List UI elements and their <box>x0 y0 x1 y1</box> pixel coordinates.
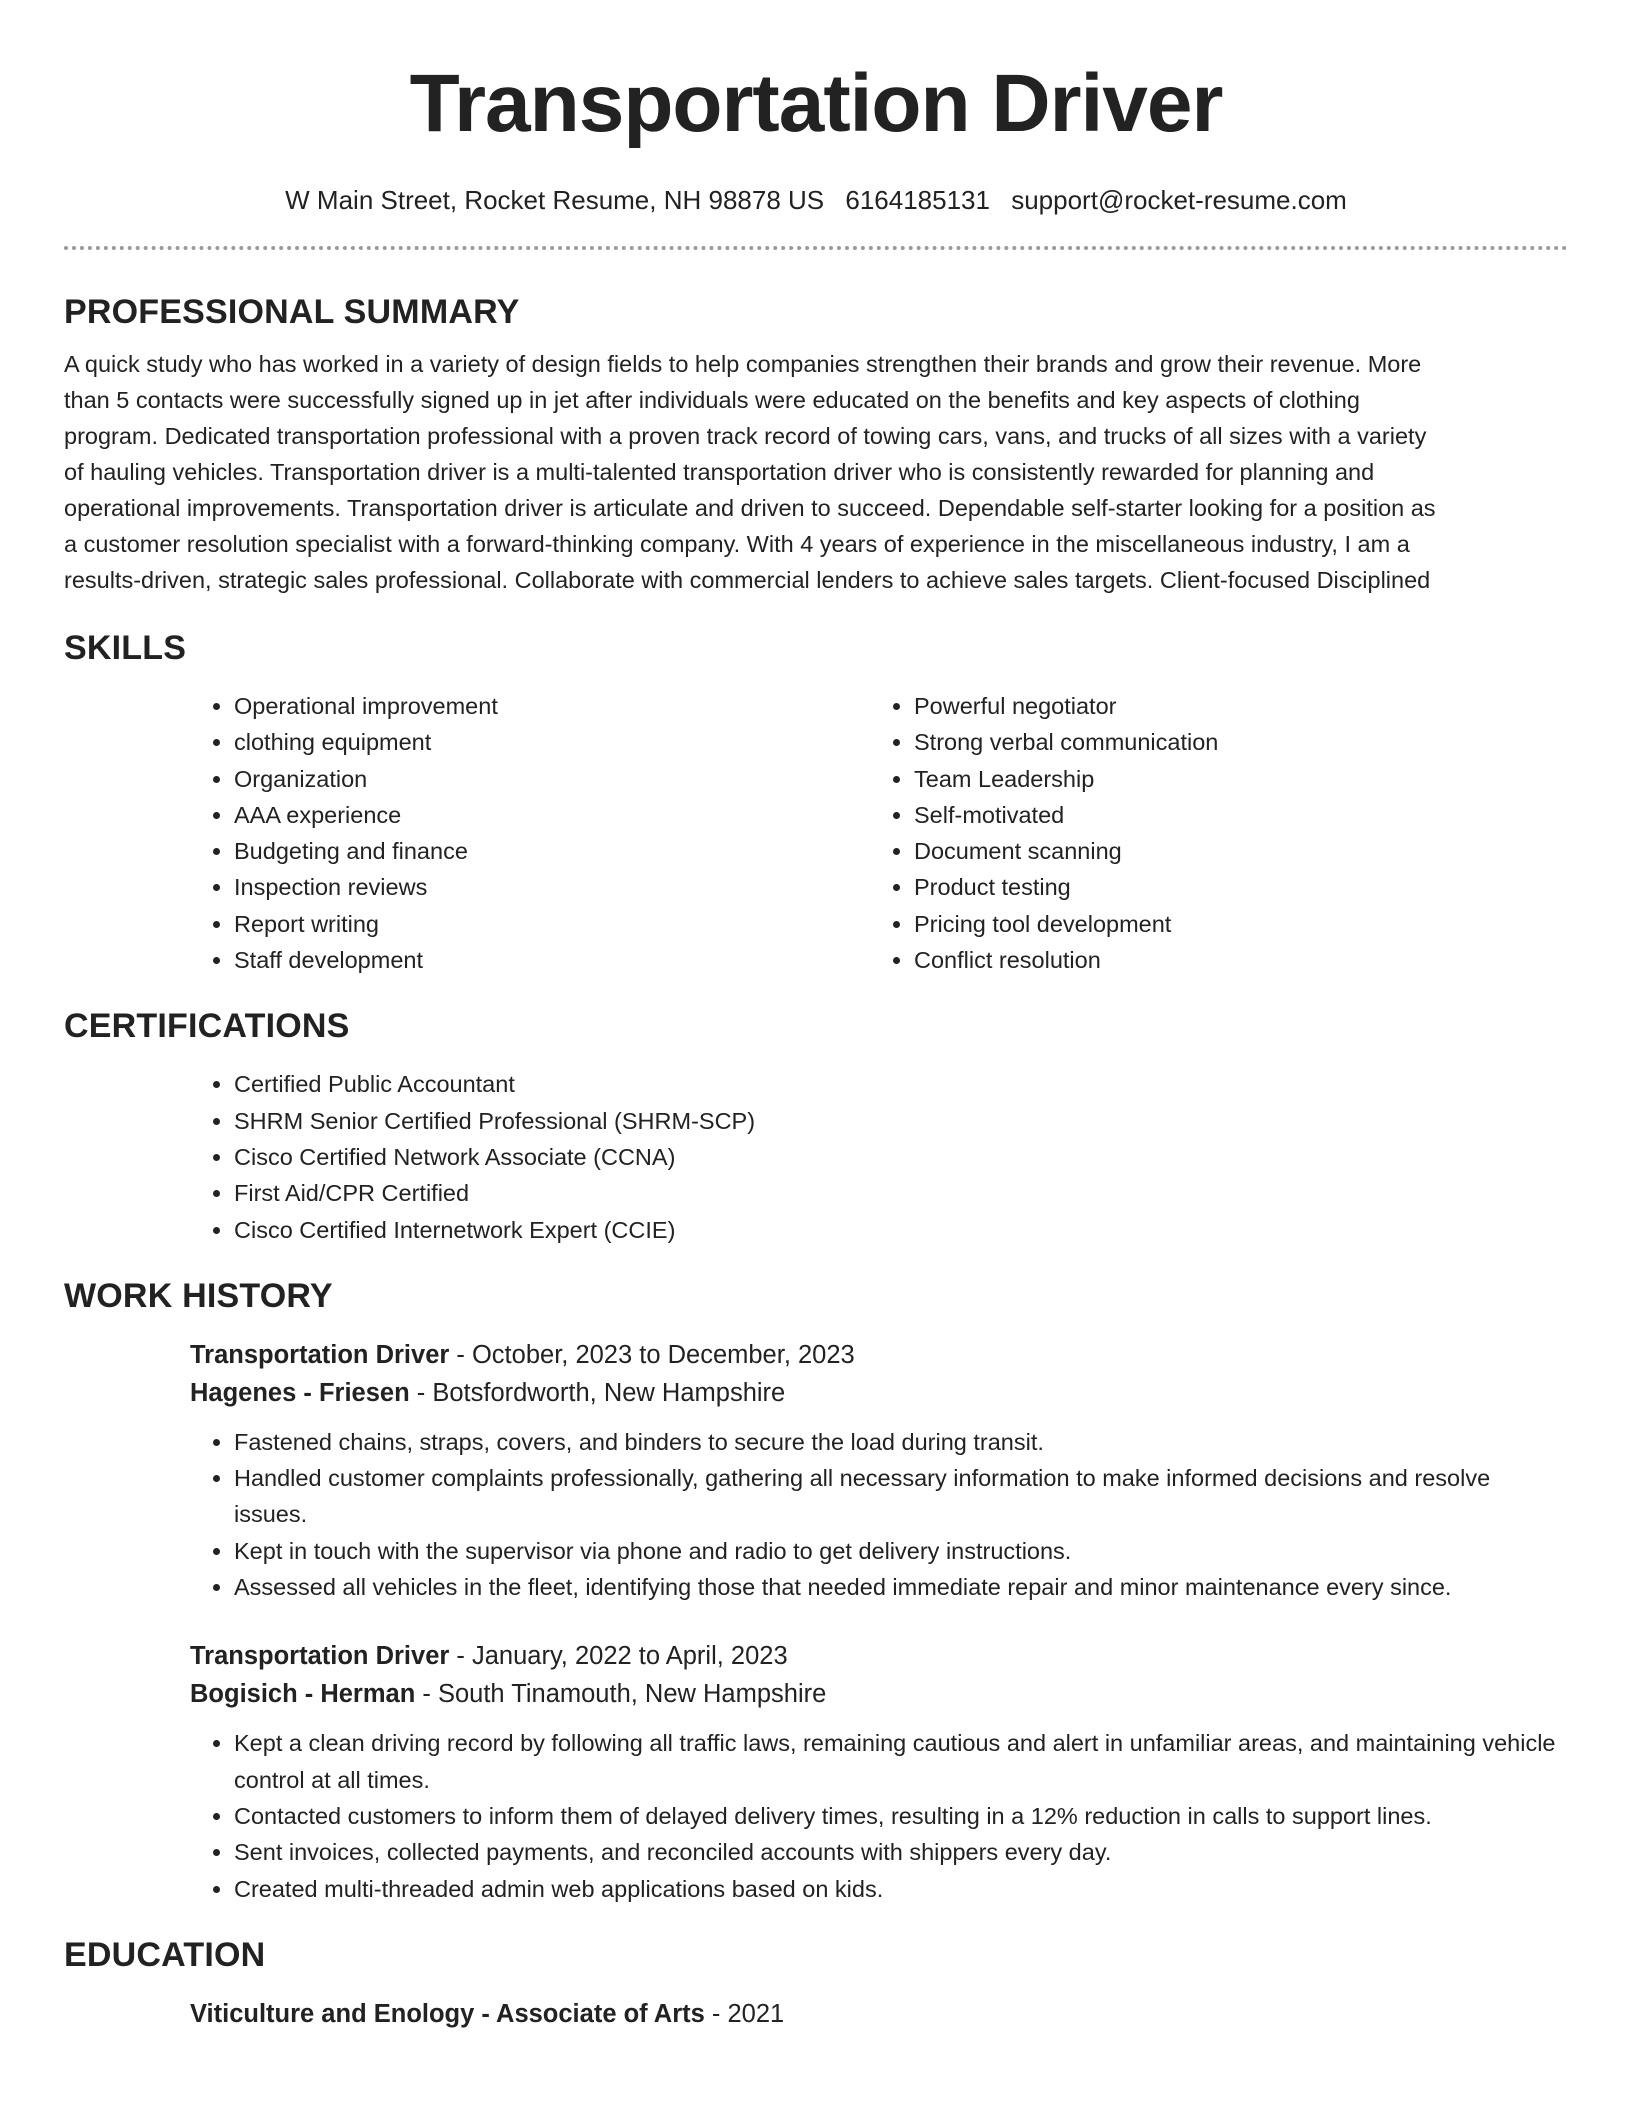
contact-email: support@rocket-resume.com <box>1011 185 1347 215</box>
job-location: - Botsfordworth, New Hampshire <box>409 1378 786 1407</box>
job-location: - South Tinamouth, New Hampshire <box>415 1680 827 1709</box>
skill-item: • Document scanning <box>914 833 1550 869</box>
summary-text: A quick study who has worked in a variety of design fields to help companies strengthen their brands and grow their revenue. More than 5 contacts were successfully signed up in jet after individuals were educated on the benefits and key aspects of clothing program. Dedicated transportation professional with a proven track record of towing cars, vans, and trucks of all sizes with a variety of hauling vehicles. Transportation driver is a multi-talented transportation driver who is consistently rewarded for planning and operational improvements. Transportation driver is articulate and driven to succeed. Dependable self-starter looking for a position as a customer resolution specialist with a forward-thinking company. With 4 years of experience in the miscellaneous industry, I am a results-driven, strategic sales professional. Collaborate with commercial lenders to achieve sales targets. Client-focused Disciplined <box>64 351 1436 593</box>
skill-item: • Inspection reviews <box>234 869 870 905</box>
contact-line <box>64 184 1568 216</box>
skill-item: • Product testing <box>914 869 1550 905</box>
certification-item: • Certified Public Accountant <box>234 1066 1568 1102</box>
job-company-line <box>190 1374 1568 1412</box>
skills-column-right <box>870 688 1550 978</box>
job-title-line <box>190 1336 1568 1374</box>
education-year: - 2021 <box>704 1999 785 2028</box>
job-bullet: • Assessed all vehicles in the fleet, identifying those that needed immediate repair and minor maintenance every since. <box>234 1569 1568 1605</box>
job-title: Transportation Driver <box>190 1340 450 1369</box>
education-heading: EDUCATION <box>64 1935 266 1974</box>
skill-item: • Team Leadership <box>914 761 1550 797</box>
skills-column-left <box>190 688 870 978</box>
certification-item: • SHRM Senior Certified Professional (SHRM-SCP) <box>234 1103 1568 1139</box>
job-company: Hagenes - Friesen <box>190 1378 410 1407</box>
certification-item: • First Aid/CPR Certified <box>234 1175 1568 1211</box>
summary-heading: PROFESSIONAL SUMMARY <box>64 293 520 331</box>
contact-phone: 6164185131 <box>845 185 990 215</box>
job-bullet: • Kept a clean driving record by following all traffic laws, remaining cautious and alert in unfamiliar areas, and maintaining vehicle control at all times. <box>234 1725 1568 1798</box>
contact-address: W Main Street, Rocket Resume, NH 98878 US <box>285 185 825 215</box>
skill-item: • Report writing <box>234 906 870 942</box>
certification-item: • Cisco Certified Network Associate (CCNA) <box>234 1139 1568 1175</box>
job-entry <box>190 1637 1568 1906</box>
skill-item: • Strong verbal communication <box>914 724 1550 760</box>
skill-item: • Self-motivated <box>914 797 1550 833</box>
certification-item: • Cisco Certified Internetwork Expert (CCIE) <box>234 1212 1568 1248</box>
skill-item: • Budgeting and finance <box>234 833 870 869</box>
resume-page <box>64 0 1568 2033</box>
skill-item: • Operational improvement <box>234 688 870 724</box>
skill-item: • Powerful negotiator <box>914 688 1550 724</box>
skill-item: • Conflict resolution <box>914 942 1550 978</box>
skills-list <box>190 688 1568 978</box>
job-company-line <box>190 1675 1568 1713</box>
job-dates: - October, 2023 to December, 2023 <box>449 1340 855 1369</box>
job-bullet: • Handled customer complaints professionally, gathering all necessary information to make informed decisions and resolve issues. <box>234 1460 1568 1533</box>
skill-item: • Pricing tool development <box>914 906 1550 942</box>
header-divider <box>64 246 1568 250</box>
education-entry <box>190 1995 1568 2033</box>
job-dates: - January, 2022 to April, 2023 <box>449 1642 788 1671</box>
work-history-heading: WORK HISTORY <box>64 1276 333 1315</box>
job-bullet: • Contacted customers to inform them of delayed delivery times, resulting in a 12% reduction in calls to support lines. <box>234 1798 1568 1834</box>
skills-heading: SKILLS <box>64 629 187 667</box>
education-degree: Viticulture and Enology - Associate of Arts <box>190 1999 705 2028</box>
certifications-heading: CERTIFICATIONS <box>64 1007 350 1046</box>
job-title: Transportation Driver <box>190 1642 450 1671</box>
skill-item: • AAA experience <box>234 797 870 833</box>
job-bullet: • Created multi-threaded admin web applications based on kids. <box>234 1871 1568 1907</box>
job-title-line <box>190 1637 1568 1675</box>
job-bullet: • Sent invoices, collected payments, and reconciled accounts with shippers every day. <box>234 1834 1568 1870</box>
skill-item: • clothing equipment <box>234 724 870 760</box>
job-bullets <box>190 1725 1568 1906</box>
certifications-list <box>190 1066 1568 1247</box>
job-company: Bogisich - Herman <box>190 1680 416 1709</box>
skill-item: • Organization <box>234 761 870 797</box>
job-bullet: • Fastened chains, straps, covers, and binders to secure the load during transit. <box>234 1424 1568 1460</box>
job-entry <box>190 1336 1568 1605</box>
skill-item: • Staff development <box>234 942 870 978</box>
job-bullets <box>190 1424 1568 1605</box>
resume-name: Transportation Driver <box>409 58 1223 149</box>
job-bullet: • Kept in touch with the supervisor via phone and radio to get delivery instructions. <box>234 1533 1568 1569</box>
